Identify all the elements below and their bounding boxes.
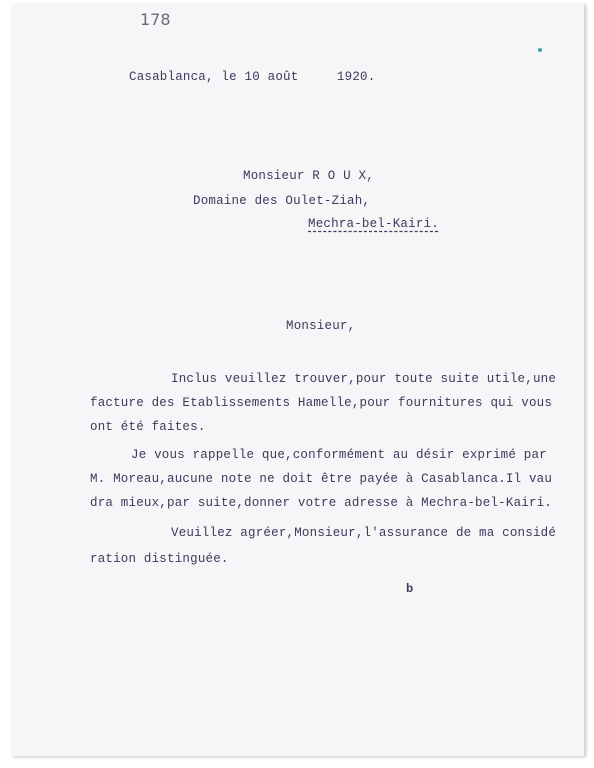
body-line-5: M. Moreau,aucune note ne doit être payée à Casablanca.Il vau xyxy=(90,472,553,486)
ink-spot xyxy=(538,48,542,52)
salutation: Monsieur, xyxy=(286,319,356,333)
recipient-city: Mechra-bel-Kairi. xyxy=(308,217,439,231)
recipient-name: Monsieur R O U X, xyxy=(243,169,374,183)
recipient-domain: Domaine des Oulet-Ziah, xyxy=(193,194,371,208)
pencil-page-number: 178 xyxy=(140,10,171,29)
body-line-1: Inclus veuillez trouver,pour toute suite utile,une xyxy=(171,372,557,386)
body-line-7: Veuillez agréer,Monsieur,l'assurance de ma considé xyxy=(171,526,557,540)
place-date: Casablanca, le 10 août 1920. xyxy=(129,70,376,84)
body-line-2: facture des Etablissements Hamelle,pour fournitures qui vous xyxy=(90,396,553,410)
sender-initial: b xyxy=(406,582,414,596)
body-line-8: ration distinguée. xyxy=(90,552,229,566)
letter-page xyxy=(12,4,585,756)
body-line-4: Je vous rappelle que,conformément au désir exprimé par xyxy=(131,448,547,462)
body-line-3: ont été faites. xyxy=(90,420,206,434)
body-line-6: dra mieux,par suite,donner votre adresse à Mechra-bel-Kairi. xyxy=(90,496,553,510)
